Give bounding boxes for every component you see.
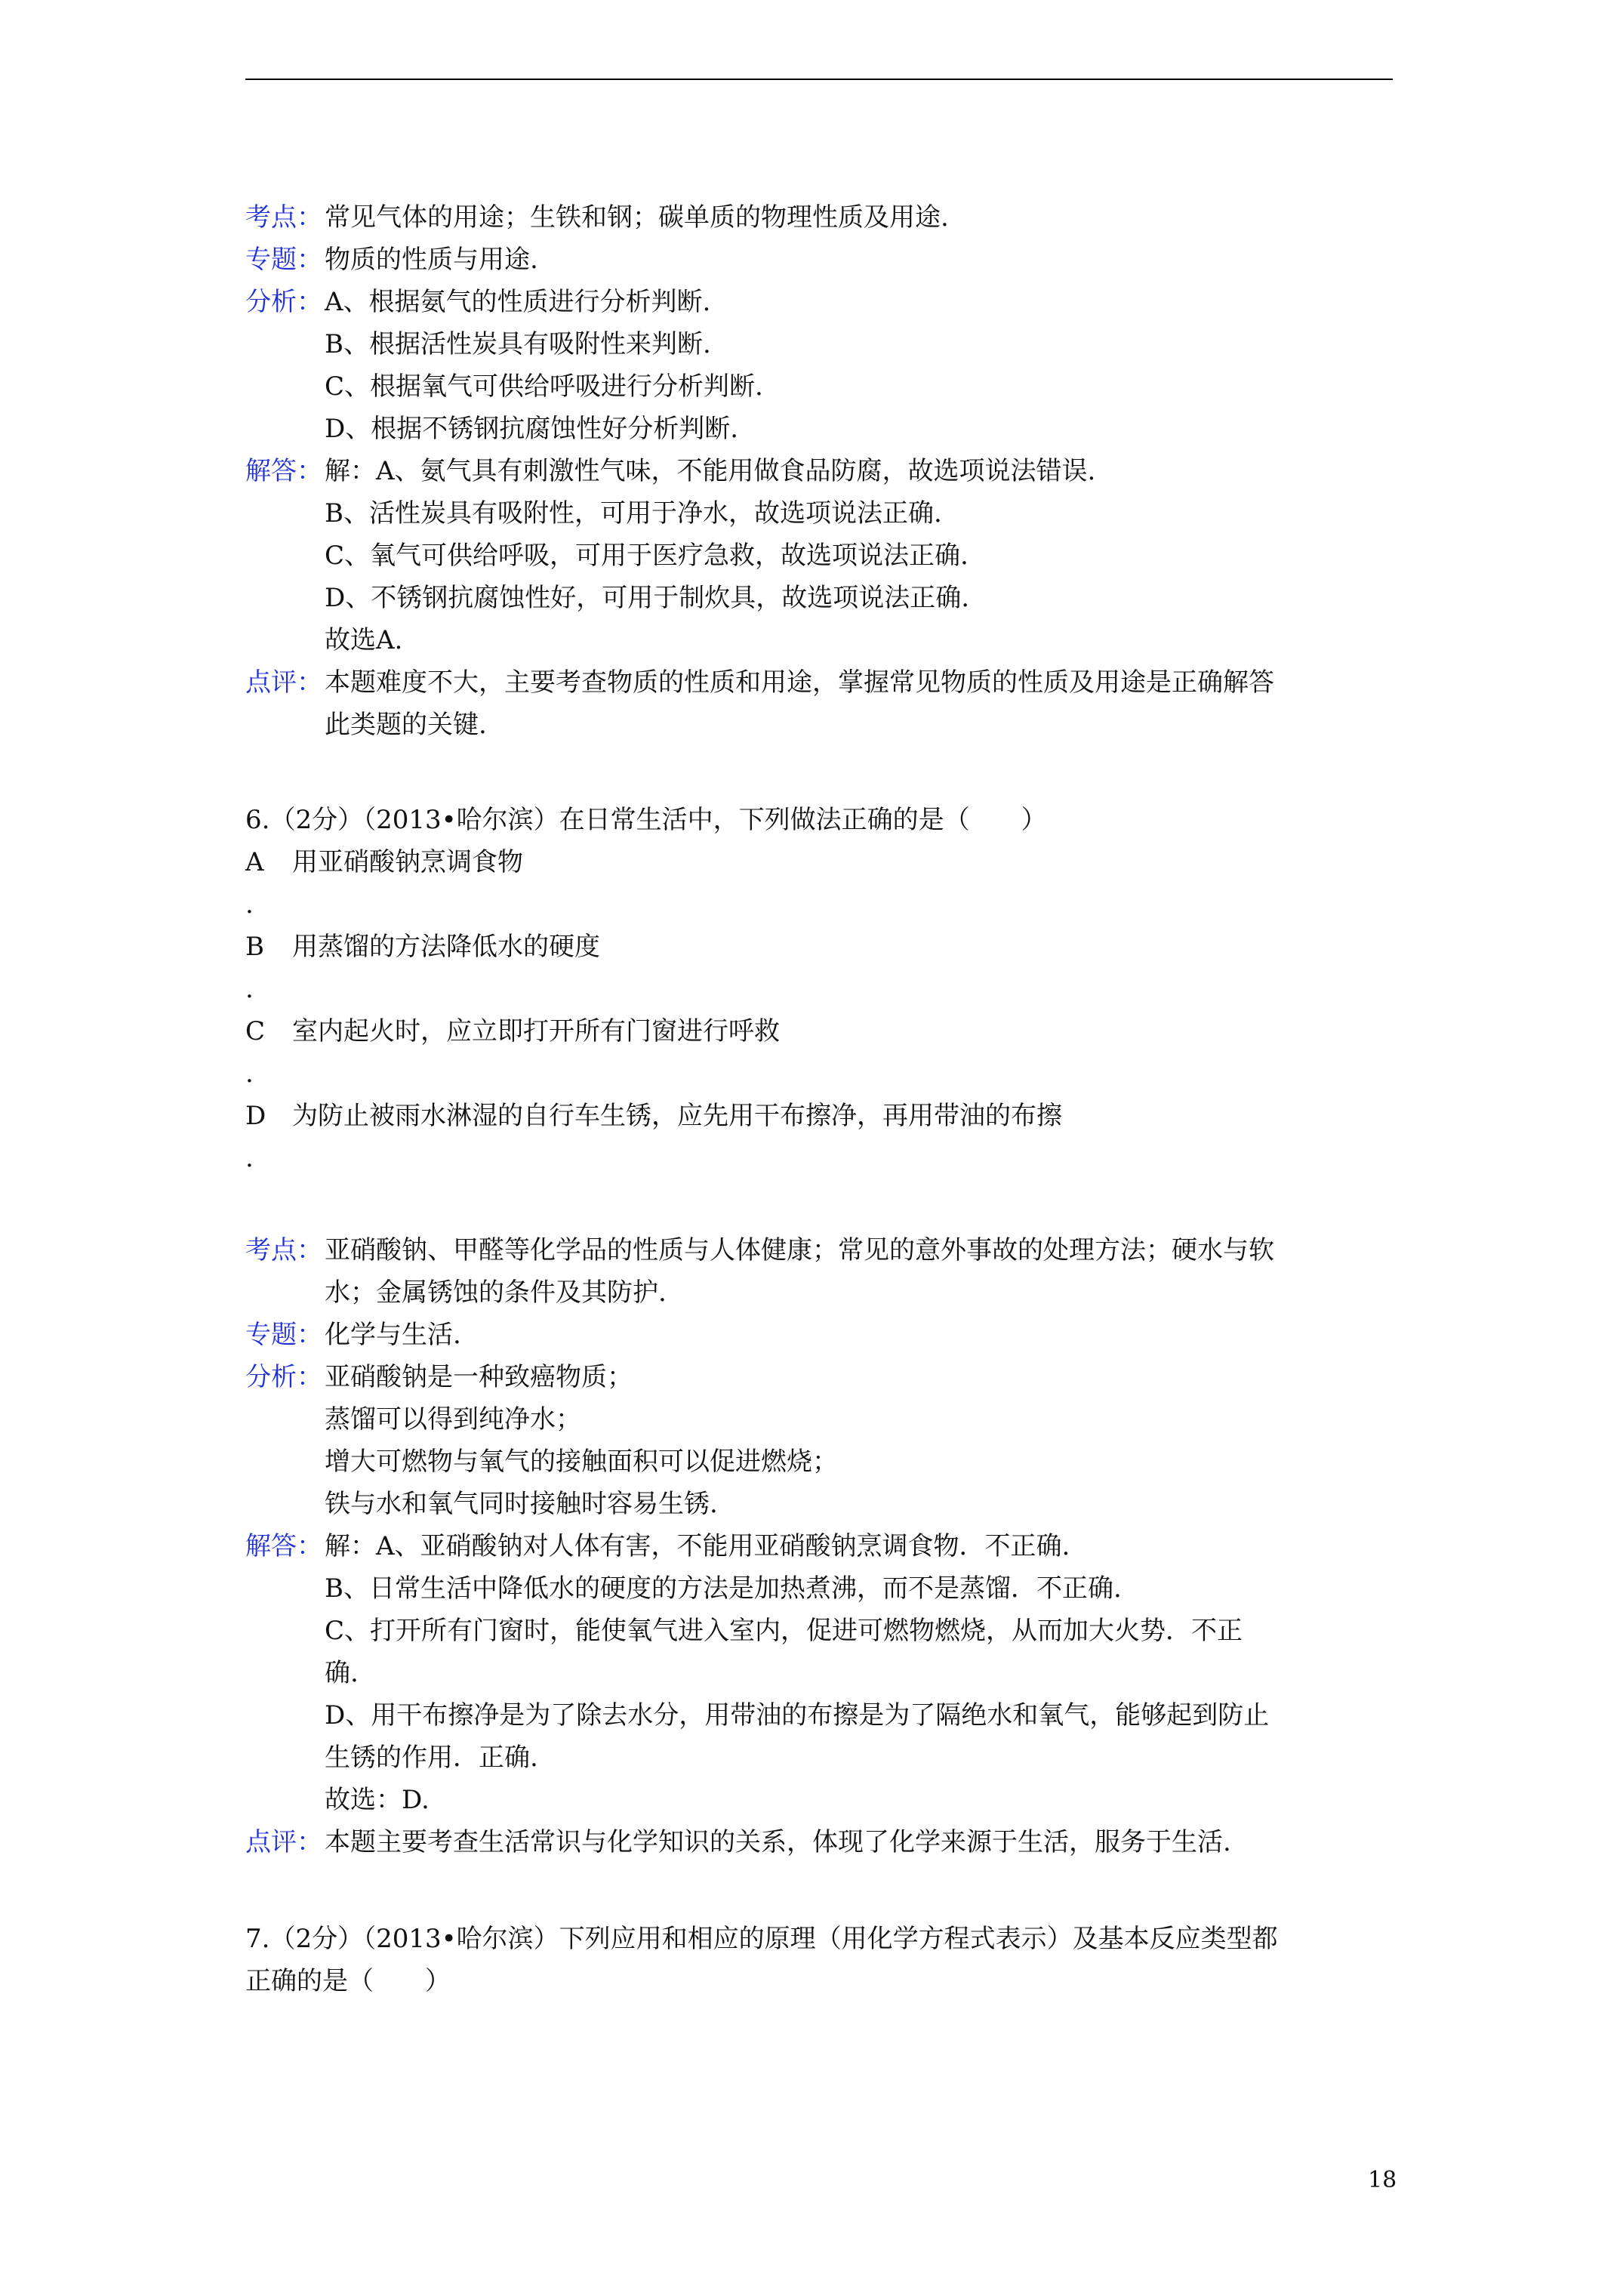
option-text: 用蒸馏的方法降低水的硬度 [292, 932, 600, 962]
option-letter: B [245, 932, 264, 962]
jieda-line: B、活性炭具有吸附性，可用于净水，故选项说法正确. [325, 498, 942, 529]
zhuanti-label: 专题： [245, 245, 322, 275]
option-a [245, 841, 1393, 883]
question-7 [245, 1918, 1393, 2002]
zhuanti-row [245, 239, 1393, 281]
zhuanti-text: 化学与生活. [325, 1320, 461, 1350]
jieda-line: C、打开所有门窗时，能使氧气进入室内，促进可燃物燃烧，从而加大火势．不正 [325, 1616, 1243, 1646]
fenxi-line: B、根据活性炭具有吸附性来判断. [325, 329, 711, 359]
jieda-line: 故选：D. [325, 1785, 430, 1815]
zhuanti-row [245, 1314, 1393, 1356]
fenxi-line: 铁与水和氧气同时接触时容易生锈. [325, 1489, 718, 1519]
fenxi-line: 蒸馏可以得到纯净水； [325, 1404, 581, 1435]
dianping-text: 本题主要考查生活常识与化学知识的关系，体现了化学来源于生活，服务于生活. [325, 1827, 1231, 1857]
jieda-line: C、氧气可供给呼吸，可用于医疗急救，故选项说法正确. [325, 541, 969, 571]
zhuanti-text: 物质的性质与用途. [325, 245, 538, 275]
option-dot: . [245, 1059, 254, 1089]
header-rule [245, 79, 1393, 80]
option-text: 为防止被雨水淋湿的自行车生锈，应先用干布擦净，再用带油的布擦 [292, 1101, 1062, 1131]
page-number: 18 [1368, 2167, 1397, 2193]
option-text: 室内起火时，应立即打开所有门窗进行呼救 [292, 1016, 780, 1046]
jieda-line: 解：A、氨气具有刺激性气味，不能用做食品防腐，故选项说法错误. [325, 456, 1096, 486]
option-c [245, 1010, 1393, 1052]
fenxi-row [245, 281, 1393, 323]
question-stem-line: 7.（2分）（2013•哈尔滨）下列应用和相应的原理（用化学方程式表示）及基本反应类型都 [245, 1924, 1278, 1954]
fenxi-line: C、根据氧气可供给呼吸进行分析判断. [325, 371, 763, 402]
option-dot: . [245, 889, 254, 920]
jieda-line: B、日常生活中降低水的硬度的方法是加热煮沸，而不是蒸馏．不正确. [325, 1573, 1122, 1604]
option-dot: . [245, 1143, 254, 1173]
fenxi-line: A、根据氨气的性质进行分析判断. [325, 287, 711, 317]
kaodian-line: 亚硝酸钠、甲醛等化学品的性质与人体健康；常见的意外事故的处理方法；硬水与软 [325, 1235, 1274, 1265]
dianping-line: 本题难度不大，主要考查物质的性质和用途，掌握常见物质的性质及用途是正确解答 [325, 667, 1274, 698]
q6-explanation [245, 1229, 1393, 1863]
fenxi-line: 亚硝酸钠是一种致癌物质； [325, 1362, 633, 1392]
kaodian-row [245, 1229, 1393, 1271]
jieda-line: 确. [325, 1658, 359, 1688]
kaodian-text: 常见气体的用途；生铁和钢；碳单质的物理性质及用途. [325, 202, 949, 233]
jieda-label: 解答： [245, 456, 322, 486]
dianping-line: 此类题的关键. [325, 710, 487, 740]
fenxi-row [245, 1356, 1393, 1398]
question-6 [245, 799, 1393, 1179]
option-letter: A [245, 847, 264, 877]
jieda-line: 故选A. [325, 625, 403, 655]
jieda-line: D、用干布擦净是为了除去水分，用带油的布擦是为了隔绝水和氧气，能够起到防止 [325, 1700, 1270, 1730]
dianping-label: 点评： [245, 667, 322, 698]
dianping-row [245, 661, 1393, 704]
kaodian-label: 考点： [245, 202, 322, 233]
dianping-label: 点评： [245, 1827, 322, 1857]
kaodian-row [245, 196, 1393, 239]
jieda-line: 生锈的作用．正确. [325, 1743, 538, 1773]
option-dot: . [245, 974, 254, 1004]
kaodian-label: 考点： [245, 1235, 322, 1265]
fenxi-label: 分析： [245, 1362, 322, 1392]
question-stem: 6.（2分）（2013•哈尔滨）在日常生活中，下列做法正确的是（ ） [245, 805, 1047, 835]
dianping-row [245, 1821, 1393, 1863]
jieda-line: D、不锈钢抗腐蚀性好，可用于制炊具，故选项说法正确. [325, 583, 970, 613]
question-stem-line: 正确的是（ ） [245, 1966, 451, 1996]
option-d [245, 1095, 1393, 1137]
fenxi-label: 分析： [245, 287, 322, 317]
option-letter: D [245, 1101, 266, 1131]
option-text: 用亚硝酸钠烹调食物 [292, 847, 523, 877]
option-b [245, 926, 1393, 968]
q5-explanation [245, 196, 1393, 746]
fenxi-line: D、根据不锈钢抗腐蚀性好分析判断. [325, 414, 739, 444]
jieda-label: 解答： [245, 1531, 322, 1561]
option-letter: C [245, 1016, 266, 1046]
kaodian-line: 水；金属锈蚀的条件及其防护. [325, 1277, 667, 1308]
jieda-line: 解：A、亚硝酸钠对人体有害，不能用亚硝酸钠烹调食物．不正确. [325, 1531, 1070, 1561]
jieda-row [245, 450, 1393, 492]
fenxi-line: 增大可燃物与氧气的接触面积可以促进燃烧； [325, 1447, 838, 1477]
zhuanti-label: 专题： [245, 1320, 322, 1350]
jieda-row [245, 1525, 1393, 1567]
